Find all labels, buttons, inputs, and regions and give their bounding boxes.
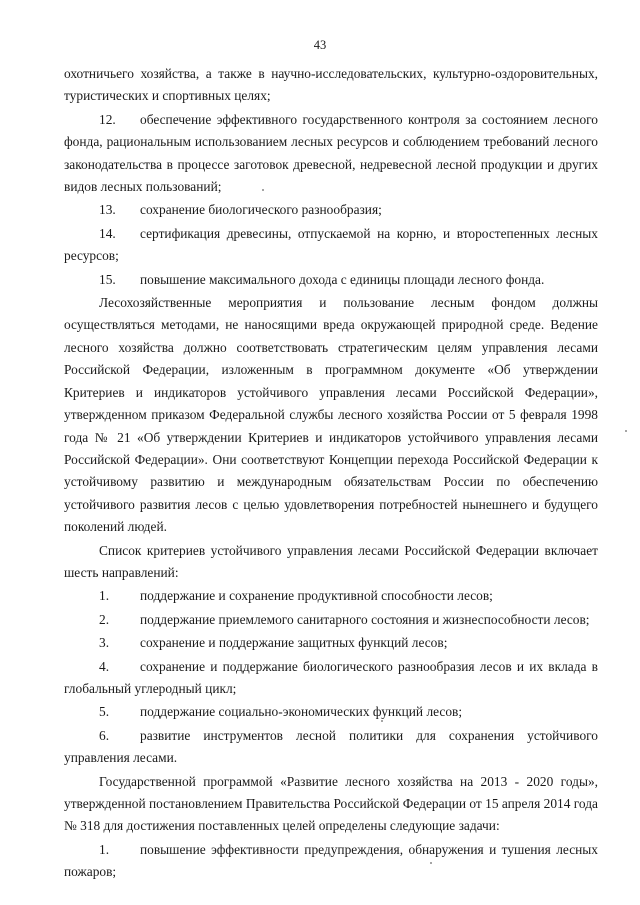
- scan-speck: [625, 430, 627, 432]
- item-text: сохранение и поддержание защитных функций лесов;: [140, 635, 448, 651]
- item-text: поддержание социально-экономических функций лесов;: [140, 704, 463, 720]
- scan-speck: [262, 189, 264, 191]
- intro-text: охотничьего хозяйства, а также в научно-исследовательских, культурно-оздоровительных, туристических и спортивных целях;: [64, 66, 598, 104]
- item-number: 6.: [99, 727, 110, 743]
- item-number: 2.: [99, 611, 110, 627]
- list-item: [64, 585, 598, 607]
- paragraph: Список критериев устойчивого управления лесами Российской Федерации включает шесть направлений:: [64, 542, 598, 580]
- list-item: [64, 701, 598, 723]
- item-text: развитие инструментов лесной политики для сохранения устойчивого управления лесами.: [64, 727, 598, 766]
- list-item: [64, 269, 598, 291]
- item-text: повышение максимального дохода с единицы площади лесного фонда.: [140, 271, 545, 287]
- item-text: поддержание приемлемого санитарного состояния и жизнеспособности лесов;: [140, 611, 590, 627]
- list-item: [64, 725, 598, 770]
- list-item: [64, 839, 598, 884]
- item-text: сертификация древесины, отпускаемой на корню, и второстепенных лесных ресурсов;: [64, 225, 598, 264]
- paragraph: Государственной программой «Развитие лесного хозяйства на 2013 - 2020 годы», утвержденной постановлением Правительства Российской Федерации от 15 апреля 2014 года № 318 для достижения поставленных целей определены следующие задачи:: [64, 773, 598, 834]
- scan-speck: [430, 862, 432, 864]
- scan-speck: [381, 720, 383, 722]
- item-text: сохранение биологического разнообразия;: [140, 202, 382, 218]
- item-number: 12.: [99, 111, 116, 127]
- list-item: [64, 109, 598, 199]
- page-number: 43: [313, 38, 327, 52]
- item-number: 15.: [99, 271, 116, 287]
- item-number: 1.: [99, 588, 110, 604]
- item-text: сохранение и поддержание биологического разнообразия лесов и их вклада в глобальный углеродный цикл;: [64, 658, 598, 696]
- list-item: [64, 199, 598, 221]
- item-number: 1.: [99, 841, 110, 857]
- list-item: [64, 656, 598, 701]
- item-number: 4.: [99, 658, 110, 674]
- item-text: обеспечение эффективного государственного контроля за состоянием лесного фонда, рациональным использованием лесных ресурсов и соблюдением требований лесного законодательства в процессе заготовок древесной, недревесной лесной продукции и других видов лесных пользований;: [64, 111, 598, 195]
- list-item: [64, 223, 598, 268]
- item-number: 13.: [99, 202, 116, 218]
- tasks-list: [64, 839, 598, 884]
- item-number: 5.: [99, 704, 110, 720]
- document-body: [64, 63, 598, 884]
- list-item: [64, 609, 598, 631]
- item-text: поддержание и сохранение продуктивной способности лесов;: [140, 588, 493, 604]
- criteria-list: [64, 585, 598, 769]
- item-number: 14.: [99, 225, 116, 241]
- item-number: 3.: [99, 635, 110, 651]
- item-text: повышение эффективности предупреждения, обнаружения и тушения лесных пожаров;: [64, 841, 598, 880]
- list-item: [64, 632, 598, 654]
- paragraph: Лесохозяйственные мероприятия и пользование лесным фондом должны осуществляться методами, не наносящими вреда окружающей природной среде. Ведение лесного хозяйства должно соответствовать стратегическим целям управления лесами Российской Федерации, изложенным в программном документе «Об утверждении Критериев и индикаторов устойчивого управления лесами Российской Федерации», утвержденном приказом Федеральной службы лесного хозяйства России от 5 февраля 1998 года № 21 «Об утверждении Критериев и индикаторов устойчивого управления лесами Российской Федерации». Они соответствуют Концепции перехода Российской Федерации к устойчивому развитию и международным обязательствам России по обеспечению устойчивого развития лесов с целью удовлетворения потребностей нынешнего и будущего поколений людей.: [64, 295, 598, 535]
